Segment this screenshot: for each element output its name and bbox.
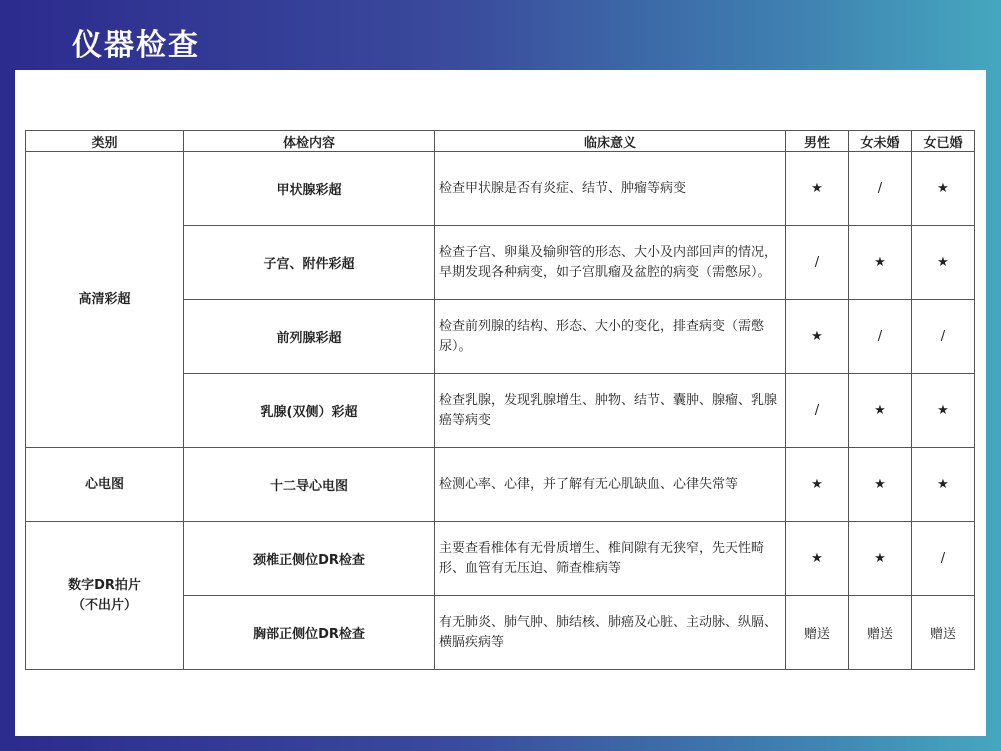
female-unmarried-cell: / <box>849 152 912 226</box>
female-unmarried-cell: 赠送 <box>849 596 912 670</box>
category-cell: 心电图 <box>26 448 184 522</box>
female-married-cell: ★ <box>912 226 975 300</box>
table-row <box>26 448 975 522</box>
female-married-cell: ★ <box>912 152 975 226</box>
header-meaning: 临床意义 <box>435 131 786 152</box>
category-cell <box>26 522 184 670</box>
item-cell: 乳腺(双侧）彩超 <box>184 374 435 448</box>
female-unmarried-cell: / <box>849 300 912 374</box>
female-unmarried-cell: ★ <box>849 226 912 300</box>
desc-cell: 检查子宫、卵巢及输卵管的形态、大小及内部回声的情况，早期发现各种病变，如子宫肌瘤及盆腔的病变（需憋尿）。 <box>435 226 786 300</box>
desc-cell: 主要查看椎体有无骨质增生、椎间隙有无狭窄，先天性畸形、血管有无压迫、筛查椎病等 <box>435 522 786 596</box>
item-cell: 前列腺彩超 <box>184 300 435 374</box>
page-title: 仪器检查 <box>72 28 200 63</box>
male-cell: / <box>786 226 849 300</box>
desc-cell: 检查甲状腺是否有炎症、结节、肿瘤等病变 <box>435 152 786 226</box>
content-panel <box>15 70 986 736</box>
item-cell: 胸部正侧位DR检查 <box>184 596 435 670</box>
desc-cell: 检测心率、心律，并了解有无心肌缺血、心律失常等 <box>435 448 786 522</box>
female-married-cell: / <box>912 300 975 374</box>
header-female-married: 女已婚 <box>912 131 975 152</box>
table-row <box>26 152 975 226</box>
female-married-cell: 赠送 <box>912 596 975 670</box>
desc-cell: 检查前列腺的结构、形态、大小的变化，排查病变（需憋尿）。 <box>435 300 786 374</box>
male-cell: 赠送 <box>786 596 849 670</box>
item-cell: 子宫、附件彩超 <box>184 226 435 300</box>
male-cell: ★ <box>786 300 849 374</box>
male-cell: / <box>786 374 849 448</box>
header-male: 男性 <box>786 131 849 152</box>
female-unmarried-cell: ★ <box>849 448 912 522</box>
header-female-unmarried: 女未婚 <box>849 131 912 152</box>
female-married-cell: / <box>912 522 975 596</box>
category-line: （不出片） <box>71 597 137 613</box>
table-header-row <box>26 131 975 152</box>
female-unmarried-cell: ★ <box>849 374 912 448</box>
item-cell: 甲状腺彩超 <box>184 152 435 226</box>
table-row <box>26 522 975 596</box>
header-category: 类别 <box>26 131 184 152</box>
desc-cell: 有无肺炎、肺气肿、肺结核、肺癌及心脏、主动脉、纵膈、横膈疾病等 <box>435 596 786 670</box>
desc-cell: 检查乳腺，发现乳腺增生、肿物、结节、囊肿、腺瘤、乳腺癌等病变 <box>435 374 786 448</box>
category-line: 数字DR拍片 <box>68 577 141 593</box>
male-cell: ★ <box>786 152 849 226</box>
item-cell: 十二导心电图 <box>184 448 435 522</box>
female-married-cell: ★ <box>912 374 975 448</box>
exam-table <box>25 130 975 670</box>
female-married-cell: ★ <box>912 448 975 522</box>
category-cell: 高清彩超 <box>26 152 184 448</box>
male-cell: ★ <box>786 448 849 522</box>
item-cell: 颈椎正侧位DR检查 <box>184 522 435 596</box>
header-item: 体检内容 <box>184 131 435 152</box>
female-unmarried-cell: ★ <box>849 522 912 596</box>
male-cell: ★ <box>786 522 849 596</box>
